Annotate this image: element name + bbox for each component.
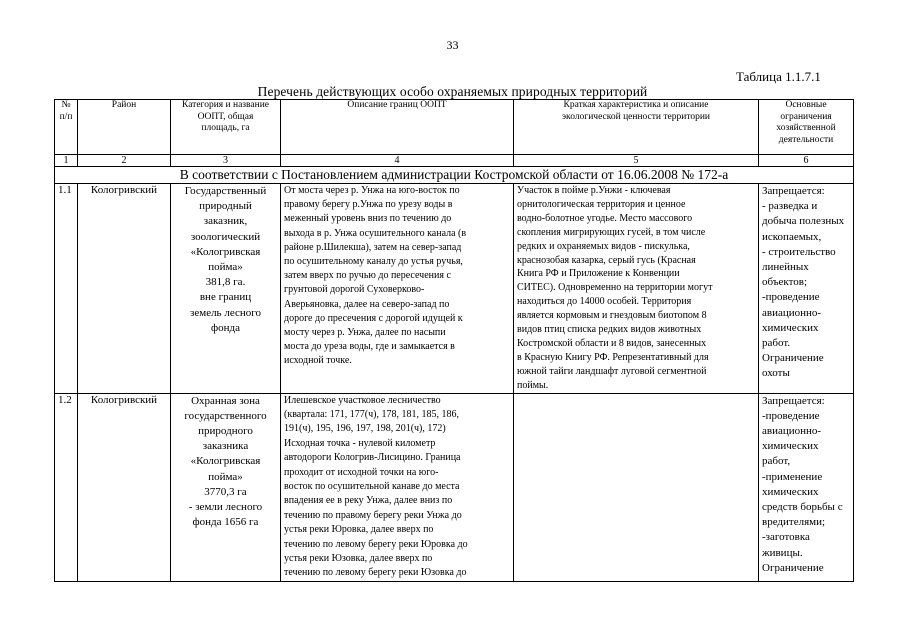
header-characteristic: Краткая характеристика и описание экологической ценности территории	[514, 100, 759, 155]
column-number-row	[55, 155, 854, 167]
column-number: 5	[514, 155, 759, 167]
table-row	[55, 184, 854, 394]
row-restrictions: Запрещается: -проведение авиационно- химических работ, -применение химических средств борьбы с вредителями; -заготовка живицы. Ограничение	[759, 393, 854, 581]
row-number: 1.2	[55, 393, 78, 581]
header-restrictions: Основные ограничения хозяйственной деятельности	[759, 100, 854, 155]
section-row	[55, 167, 854, 184]
header-district: Район	[78, 100, 171, 155]
row-district: Кологривский	[78, 184, 171, 394]
row-restrictions: Запрещается: - разведка и добыча полезных ископаемых, - строительство линейных объектов; -проведение авиационно- химических работ. Ограничение охоты	[759, 184, 854, 394]
column-number: 1	[55, 155, 78, 167]
row-district: Кологривский	[78, 393, 171, 581]
column-number: 2	[78, 155, 171, 167]
protected-areas-table	[54, 99, 854, 582]
table-header-row	[55, 100, 854, 155]
row-characteristic	[514, 393, 759, 581]
row-number: 1.1	[55, 184, 78, 394]
row-category: Государственный природный заказник, зоологический «Кологривская пойма» 381,8 га. вне границ земель лесного фонда	[171, 184, 281, 394]
header-category: Категория и название ООПТ, общая площадь, га	[171, 100, 281, 155]
column-number: 3	[171, 155, 281, 167]
table-label: Таблица 1.1.7.1	[736, 69, 821, 84]
page-number: 33	[446, 38, 459, 52]
section-title: В соответствии с Постановлением администрации Костромской области от 16.06.2008 № 172-а	[55, 167, 854, 184]
row-description: Илешевское участковое лесничество (квартала: 171, 177(ч), 178, 181, 185, 186, 191(ч), 195, 196, 197, 198, 201(ч), 172) Исходная точка - нулевой километр автодороги Кологрив-Лисицино. Граница проходит от исходной точки на юго- восток по осушительной канаве до места впадения ее в реку Унжа, далее вниз по течению по правому берегу реки Унжа до устья реки Юровка, далее вверх по течению по левому берегу реки Юровка до устья реки Юзовка, далее вверх по течению по левому берегу реки Юзовка до	[281, 393, 514, 581]
row-category: Охранная зона государственного природного заказника «Кологривская пойма» 3770,3 га - земли лесного фонда 1656 га	[171, 393, 281, 581]
row-description: От моста через р. Унжа на юго-восток по правому берегу р.Унжа по урезу воды в меженный уровень вниз по течению до выхода в р. Унжа осушительного канала (в районе р.Шилекша), затем на север-запад по осушительному каналу до устья ручья, затем вверх по ручью до пересечения с грунтовой дорогой Суховерково- Аверьяновка, далее на северо-запад по дороге до пресечения с дорогой идущей к мосту через р. Унжа, далее по насыпи моста до уреза воды, где и замыкается в исходной точке.	[281, 184, 514, 394]
column-number: 6	[759, 155, 854, 167]
table-title: Перечень действующих особо охраняемых природных территорий	[257, 84, 648, 99]
header-number: № п/п	[55, 100, 78, 155]
header-boundaries: Описание границ ООПТ	[281, 100, 514, 155]
table-row	[55, 393, 854, 581]
row-characteristic: Участок в пойме р.Унжи - ключевая орнитологическая территория и ценное водно-болотное угодье. Место массового скопления мигрирующих гусей, в том числе редких и охраняемых видов - пискулька, краснозобая казарка, серый гусь (Красная Книга РФ и Приложение к Конвенции СИТЕС). Одновременно на территории могут находиться до 14000 особей. Территория является кормовым и гнездовым биотопом 8 видов птиц списка редких видов животных Костромской области и 8 видов, занесенных в Красную Книгу РФ. Репрезентативный для южной тайги ландшафт луговой сегментной поймы.	[514, 184, 759, 394]
column-number: 4	[281, 155, 514, 167]
